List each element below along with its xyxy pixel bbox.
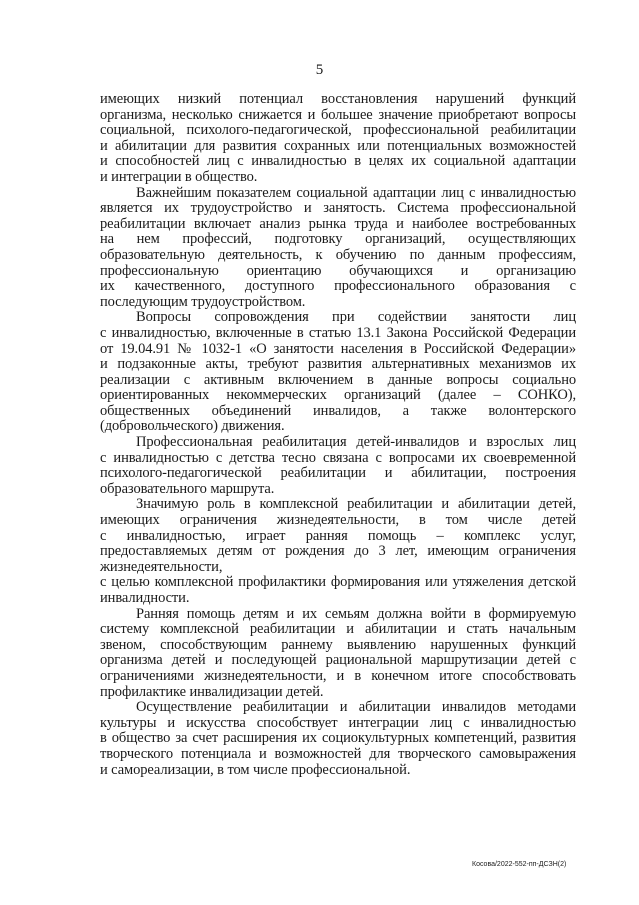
text-line: имеющих низкий потенциал восстановления нарушений функций [100, 91, 576, 107]
text-line: звеном, способствующим раннему выявлению нарушенных функций [100, 636, 576, 653]
paragraph [100, 186, 576, 311]
text-line: систему комплексной реабилитации и абилитации и стать начальным [100, 621, 576, 638]
text-line: социальной, психолого-педагогической, профессиональной реабилитации [100, 122, 576, 139]
paragraph [100, 92, 576, 186]
text-line: Ранняя помощь детям и их семьям должна войти в формируемую [136, 605, 576, 622]
text-line: и абилитации для развития сохранных или потенциальных возможностей [100, 137, 576, 154]
text-line: от 19.04.91 № 1032-1 «О занятости населения в Российской Федерации» [100, 340, 576, 357]
text-line: Важнейшим показателем социальной адаптации лиц с инвалидностью [136, 184, 576, 201]
text-line: с инвалидностью, включенные в статью 13.1 Закона Российской Федерации [100, 324, 576, 341]
text-line: и способностей лиц с инвалидностью в целях их социальной адаптации [100, 153, 576, 170]
text-line: и интеграции в общество. [100, 168, 258, 185]
text-line: Осуществление реабилитации и абилитации инвалидов методами [136, 699, 576, 716]
paragraph [100, 310, 576, 435]
text-line: их качественного, доступного профессионального образования с [100, 278, 576, 295]
text-line: с инвалидностью с детства тесно связана с вопросами их своевременной [100, 449, 576, 466]
text-line: последующим трудоустройством. [100, 293, 306, 310]
paragraph [100, 700, 576, 778]
page-number: 5 [315, 62, 324, 78]
text-line: является их трудоустройство и занятость. Система профессиональной [100, 200, 576, 217]
text-line: и подзаконные акты, требуют развития альтернативных механизмов их [100, 356, 576, 373]
text-line: реабилитации включает анализ рынка труда и наиболее востребованных [100, 215, 576, 232]
text-line: психолого-педагогической реабилитации и абилитации, построения [100, 465, 576, 482]
text-line: профилактике инвалидизации детей. [100, 683, 324, 700]
text-line: образовательного маршрута. [100, 480, 275, 497]
text-line: в общество за счет расширения их социокультурных компетенций, развития [100, 730, 576, 747]
text-line: организма, несколько снижается и большее значение приобретают вопросы [100, 106, 576, 123]
text-line: и самореализации, в том числе профессиональной. [100, 761, 411, 778]
document-body [100, 92, 576, 778]
text-line: с инвалидностью, играет ранняя помощь – комплекс услуг, [100, 527, 576, 544]
text-line: образовательную деятельность, к обучению по данным профессиям, [100, 246, 576, 263]
paragraph [100, 435, 576, 497]
text-line: организма детей и последующей рациональной маршрутизации детей с [100, 652, 576, 669]
text-line: имеющих ограничения жизнедеятельности, в том числе детей [100, 512, 576, 529]
text-line: предоставляемых детям от рождения до 3 лет, имеющим ограничения [100, 543, 576, 560]
text-line: культуры и искусства способствует интеграции лиц с инвалидностью [100, 714, 576, 731]
text-line: реализации с активным включением в данные вопросы социально [100, 371, 576, 388]
text-line: Значимую роль в комплексной реабилитации и абилитации детей, [136, 496, 576, 513]
document-code-footer: Косова/2022-552-пп-ДСЗН(2) [472, 861, 567, 868]
text-line: на нем профессий, подготовку организаций, осуществляющих [100, 231, 576, 248]
paragraph [100, 607, 576, 701]
text-line: общественных объединений инвалидов, а также волонтерского [100, 402, 576, 419]
text-line: ограничениями жизнедеятельности, и в конечном итоге способствовать [100, 667, 576, 684]
text-line: с целью комплексной профилактики формирования или утяжеления детской [100, 574, 576, 591]
text-line: (добровольческого) движения. [100, 418, 285, 435]
text-line: творческого потенциала и возможностей для творческого самовыражения [100, 745, 576, 762]
text-line: ориентированных некоммерческих организаций (далее – СОНКО), [100, 387, 576, 404]
text-line: профессиональную ориентацию обучающихся и организацию [100, 262, 576, 279]
text-line: Профессиональная реабилитация детей-инвалидов и взрослых лиц [136, 434, 576, 451]
paragraph [100, 497, 576, 606]
text-line: Вопросы сопровождения при содействии занятости лиц [136, 309, 576, 326]
text-line: жизнедеятельности, [100, 558, 223, 575]
text-line: инвалидности. [100, 590, 190, 606]
